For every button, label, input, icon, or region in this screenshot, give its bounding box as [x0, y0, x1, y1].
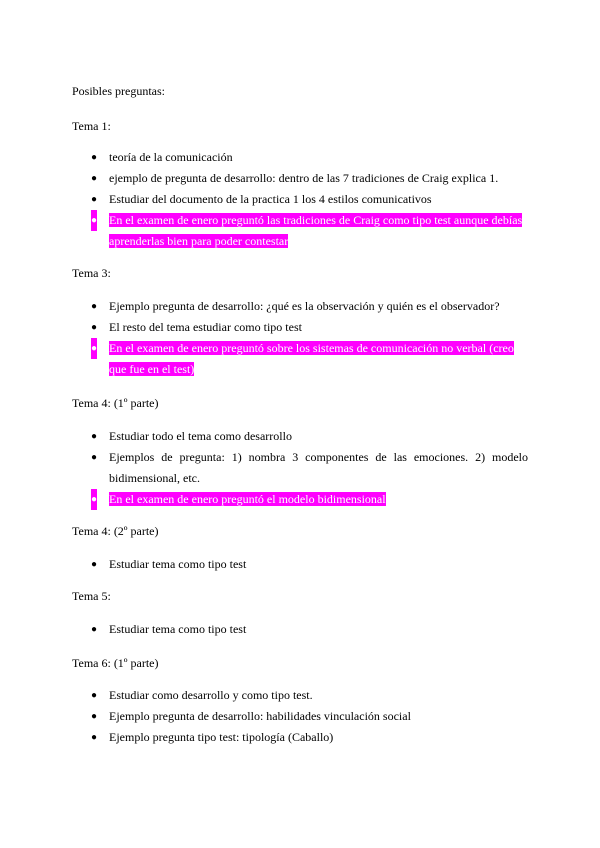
list-item-text: Ejemplos de pregunta: 1) nombra 3 componentes de las emociones. 2) modelo bidimensional, etc.	[109, 450, 528, 485]
bullet-icon: ●	[91, 210, 97, 231]
highlighted-text: En el examen de enero preguntó sobre los sistemas de comunicación no verbal (creo que fue en el test)	[109, 341, 514, 376]
bullet-icon: ●	[91, 489, 97, 510]
bullet-icon: ●	[91, 624, 98, 635]
section-list-tema-1	[72, 147, 528, 252]
section-list-tema-4-parte-1	[72, 426, 528, 510]
list-item	[72, 168, 528, 189]
list-item	[72, 147, 528, 168]
list-item-text: El resto del tema estudiar como tipo test	[109, 320, 302, 334]
list-item-text: Estudiar como desarrollo y como tipo test.	[109, 688, 313, 702]
section-heading-tema-3: Tema 3:	[72, 266, 111, 280]
section-heading-tema-6-parte-1: Tema 6: (1º parte)	[72, 656, 159, 670]
list-item-highlighted	[72, 210, 528, 252]
list-item	[72, 426, 528, 447]
list-item-text	[109, 210, 528, 252]
list-item-text: Estudiar todo el tema como desarrollo	[109, 429, 292, 443]
section-list-tema-4-parte-2	[72, 554, 528, 575]
list-item	[72, 317, 528, 338]
bullet-icon: ●	[91, 338, 97, 359]
section-heading-tema-1: Tema 1:	[72, 119, 111, 133]
bullet-icon: ●	[91, 194, 98, 205]
list-item-highlighted	[72, 338, 528, 380]
section-list-tema-6-parte-1	[72, 685, 528, 748]
list-item-text: Estudiar del documento de la practica 1 los 4 estilos comunicativos	[109, 192, 432, 206]
bullet-icon: ●	[91, 559, 98, 570]
section-heading-tema-4-parte-2: Tema 4: (2º parte)	[72, 524, 159, 538]
list-item	[72, 727, 528, 748]
list-item	[72, 447, 528, 489]
list-item	[72, 554, 528, 575]
list-item	[72, 296, 528, 317]
bullet-icon: ●	[91, 322, 98, 333]
list-item-text	[109, 338, 528, 380]
section-list-tema-5	[72, 619, 528, 640]
list-item-text: Ejemplo pregunta de desarrollo: ¿qué es la observación y quién es el observador?	[109, 299, 500, 313]
list-item-text: Estudiar tema como tipo test	[109, 622, 247, 636]
list-item	[72, 619, 528, 640]
bullet-icon: ●	[91, 301, 98, 312]
bullet-icon: ●	[91, 152, 98, 163]
bullet-icon: ●	[91, 431, 98, 442]
list-item	[72, 685, 528, 706]
bullet-icon: ●	[91, 452, 98, 463]
list-item-text: Ejemplo pregunta de desarrollo: habilidades vinculación social	[109, 709, 411, 723]
highlighted-text: En el examen de enero preguntó el modelo bidimensional	[109, 492, 386, 506]
list-item-text: ejemplo de pregunta de desarrollo: dentro de las 7 tradiciones de Craig explica 1.	[109, 171, 499, 185]
list-item	[72, 189, 528, 210]
list-item-text	[109, 489, 528, 510]
bullet-icon: ●	[91, 690, 98, 701]
list-item-highlighted	[72, 489, 528, 510]
document-title: Posibles preguntas:	[72, 84, 165, 98]
list-item	[72, 706, 528, 727]
section-list-tema-3	[72, 296, 528, 380]
section-heading-tema-4-parte-1: Tema 4: (1º parte)	[72, 396, 159, 410]
bullet-icon: ●	[91, 732, 98, 743]
bullet-icon: ●	[91, 711, 98, 722]
bullet-icon: ●	[91, 173, 98, 184]
list-item-text: Ejemplo pregunta tipo test: tipología (Caballo)	[109, 730, 334, 744]
list-item-text: teoría de la comunicación	[109, 150, 233, 164]
list-item-text: Estudiar tema como tipo test	[109, 557, 247, 571]
section-heading-tema-5: Tema 5:	[72, 589, 111, 603]
highlighted-text: En el examen de enero preguntó las tradiciones de Craig como tipo test aunque debías aprenderlas bien para poder contestar	[109, 213, 523, 248]
